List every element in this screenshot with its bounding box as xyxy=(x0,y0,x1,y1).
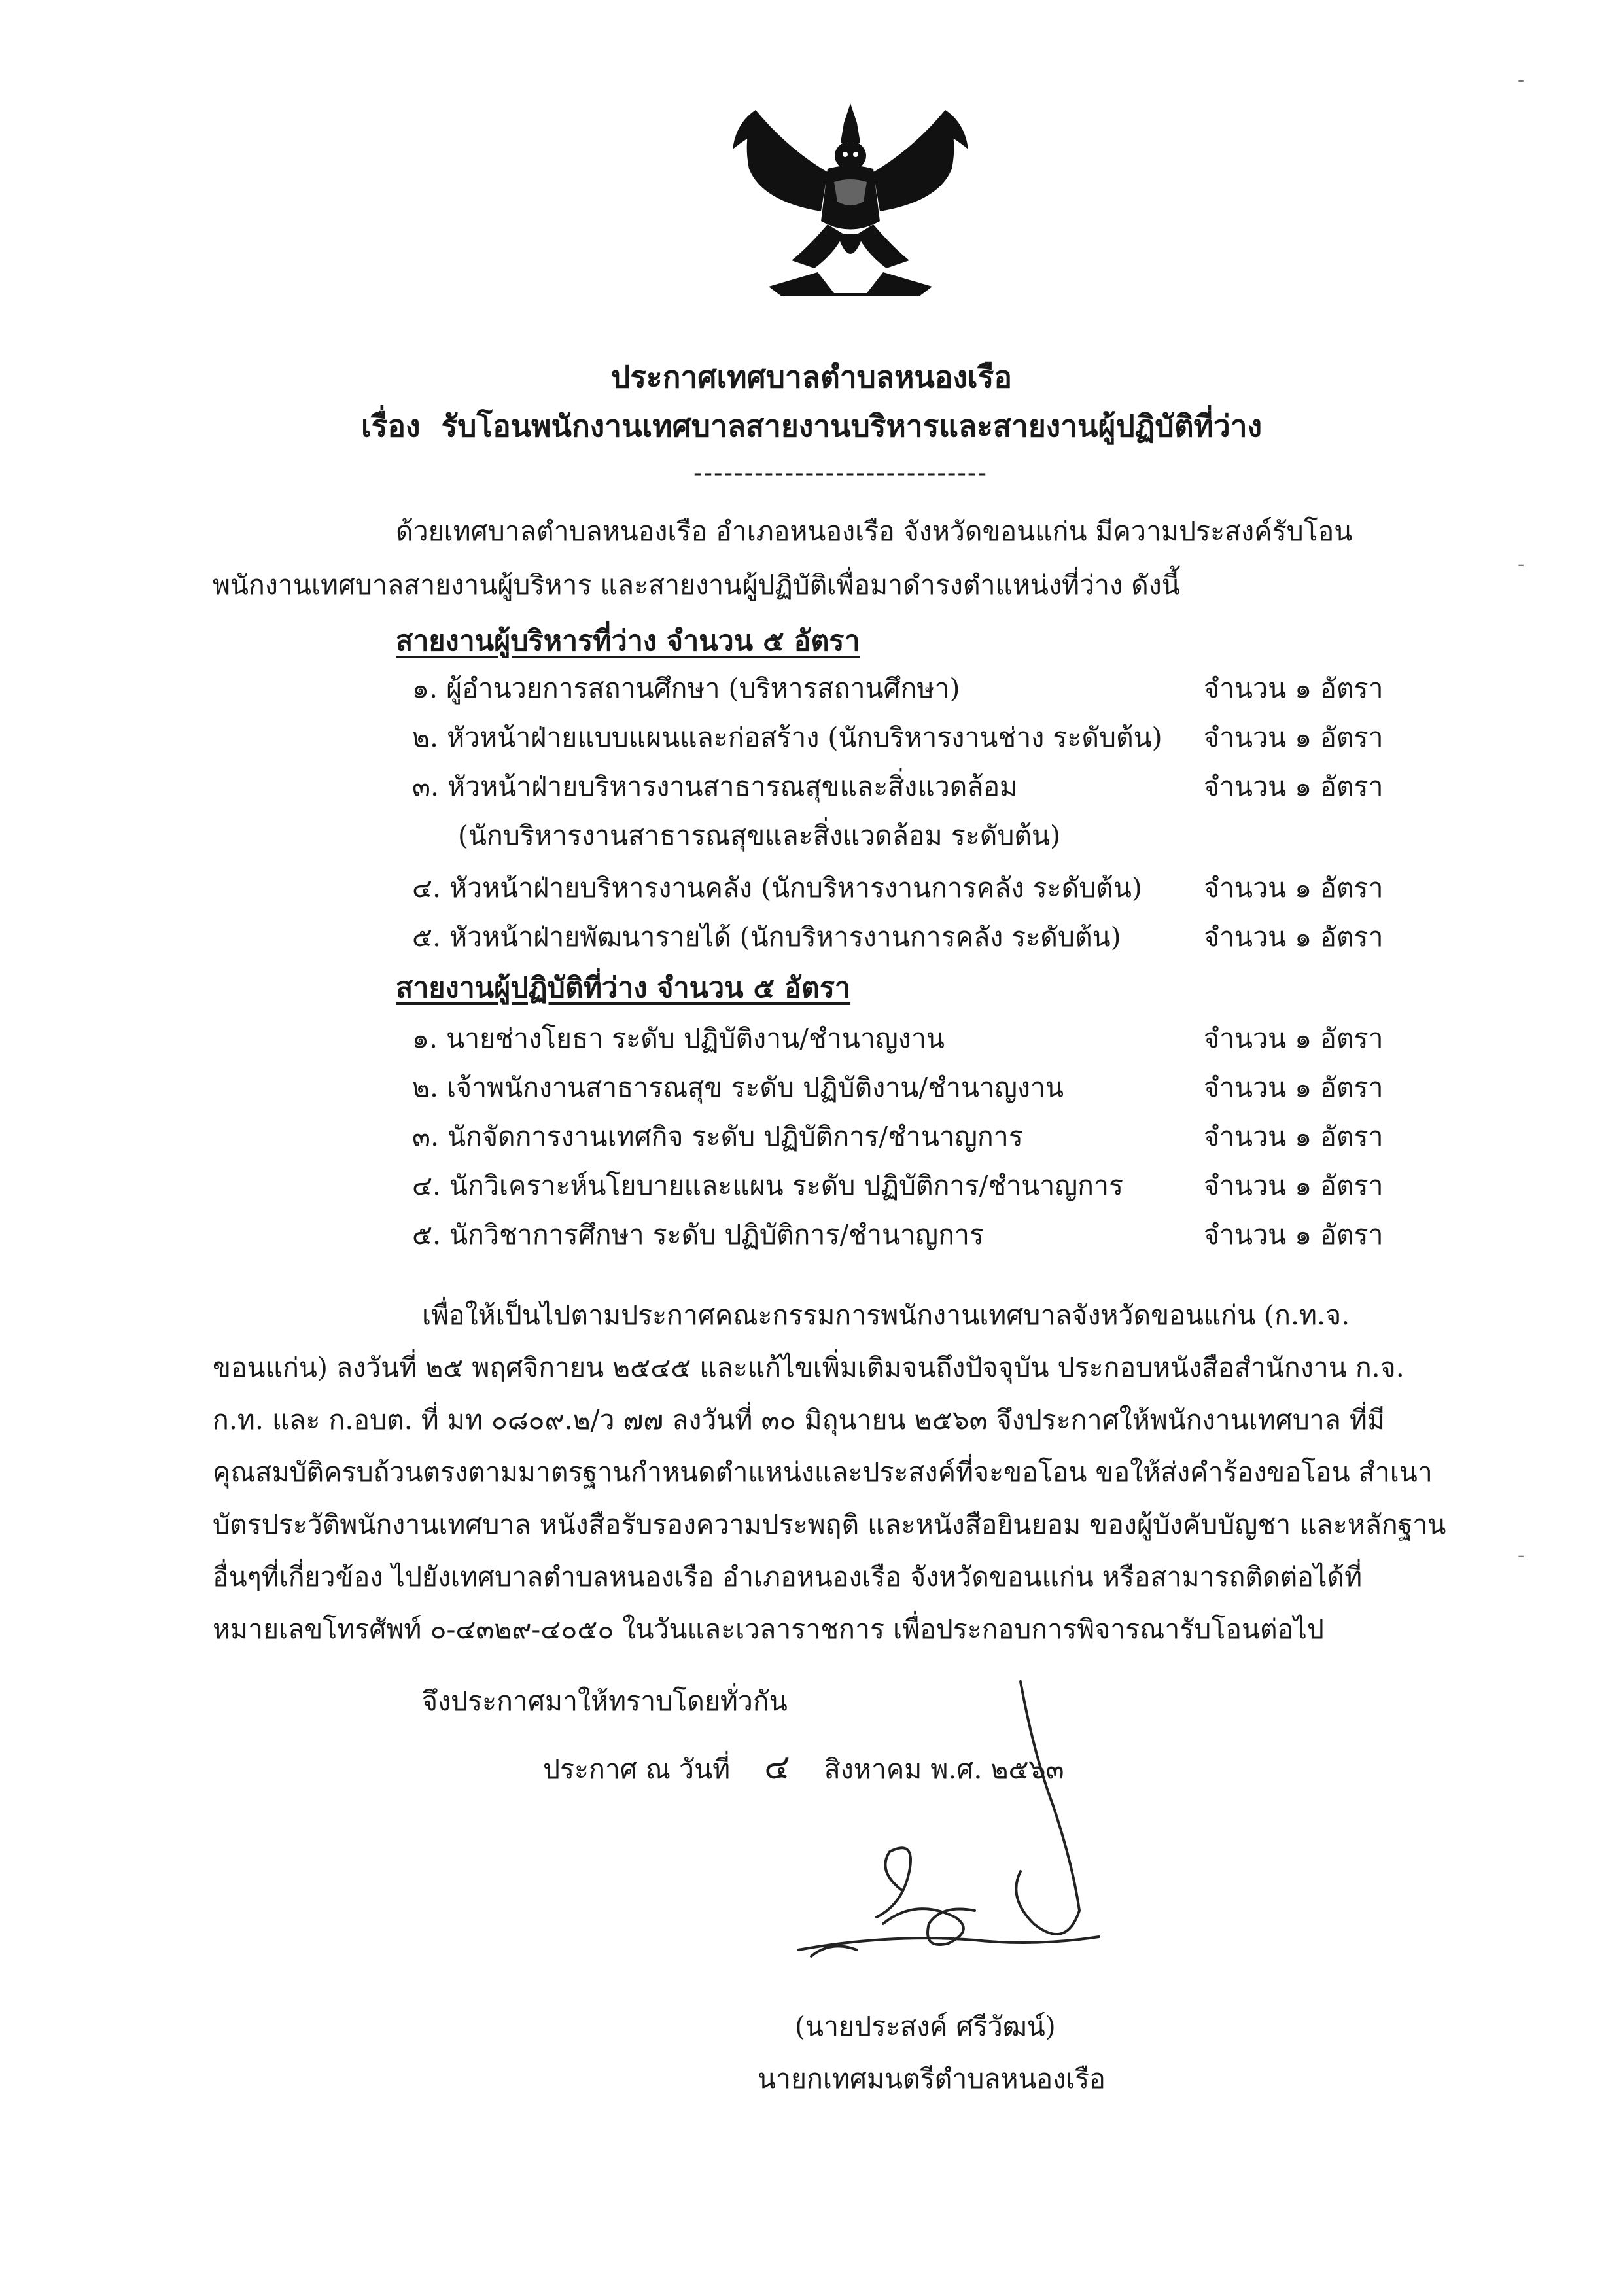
paragraph-line-3: ก.ท. และ ก.อบต. ที่ มท ๐๘๐๙.๒/ว ๗๗ ลงวันที่ ๓๐ มิถุนายน ๒๕๖๓ จึงประกาศให้พนักงานเทศบาล ที่มี xyxy=(213,1404,1385,1436)
intro-line-1: ด้วยเทศบาลตำบลหนองเรือ อำเภอหนองเรือ จังหวัดขอนแก่น มีความประสงค์รับโอน xyxy=(396,516,1353,547)
scan-mark: - xyxy=(1518,69,1525,92)
executive-item-4: ๔. หัวหน้าฝ่ายบริหารงานคลัง (นักบริหารงานการคลัง ระดับต้น) xyxy=(412,872,1142,904)
garuda-emblem xyxy=(729,97,971,313)
operational-item-5-qty: จำนวน ๑ อัตรา xyxy=(1204,1219,1384,1250)
operational-item-4: ๔. นักวิเคราะห์นโยบายและแผน ระดับ ปฏิบัติการ/ชำนาญการ xyxy=(412,1170,1124,1201)
operational-item-3: ๓. นักจัดการงานเทศกิจ ระดับ ปฏิบัติการ/ชำนาญการ xyxy=(412,1121,1023,1152)
executive-item-5-qty: จำนวน ๑ อัตรา xyxy=(1204,921,1384,953)
paragraph-line-2: ขอนแก่น) ลงวันที่ ๒๕ พฤศจิกายน ๒๕๔๕ และแก้ไขเพิ่มเติมจนถึงปัจจุบัน ประกอบหนังสือสำนักงาน ก.จ. xyxy=(213,1352,1405,1383)
paragraph-line-7: หมายเลขโทรศัพท์ ๐-๔๓๒๙-๔๐๕๐ ในวันและเวลาราชการ เพื่อประกอบการพิจารณารับโอนต่อไป xyxy=(213,1614,1324,1645)
executive-item-3: ๓. หัวหน้าฝ่ายบริหารงานสาธารณสุขและสิ่งแวดล้อม xyxy=(412,771,1018,802)
executive-item-4-qty: จำนวน ๑ อัตรา xyxy=(1204,872,1384,904)
executive-item-3-cont: (นักบริหารงานสาธารณสุขและสิ่งแวดล้อม ระดับต้น) xyxy=(458,820,1061,851)
executive-heading: สายงานผู้บริหารที่ว่าง จำนวน ๕ อัตรา xyxy=(396,625,860,658)
scan-mark: - xyxy=(1518,1544,1525,1567)
operational-item-2: ๒. เจ้าพนักงานสาธารณสุข ระดับ ปฏิบัติงาน/ชำนาญงาน xyxy=(412,1072,1064,1103)
operational-item-5: ๕. นักวิชาการศึกษา ระดับ ปฏิบัติการ/ชำนาญการ xyxy=(412,1219,984,1250)
operational-item-1: ๑. นายช่างโยธา ระดับ ปฏิบัติงาน/ชำนาญงาน xyxy=(412,1023,945,1054)
paragraph-line-1: เพื่อให้เป็นไปตามประกาศคณะกรรมการพนักงานเทศบาลจังหวัดขอนแก่น (ก.ท.จ. xyxy=(422,1299,1350,1331)
subject-text: รับโอนพนักงานเทศบาลสายงานบริหารและสายงานผู้ปฏิบัติที่ว่าง xyxy=(441,408,1263,444)
date-suffix: สิงหาคม พ.ศ. ๒๕๖๓ xyxy=(824,1754,1064,1785)
paragraph-line-5: บัตรประวัติพนักงานเทศบาล หนังสือรับรองความประพฤติ และหนังสือยินยอม ของผู้บังคับบัญชา และหลักฐาน xyxy=(213,1509,1446,1540)
operational-heading: สายงานผู้ปฏิบัติที่ว่าง จำนวน ๕ อัตรา xyxy=(396,972,851,1004)
scan-mark: - xyxy=(1518,553,1525,576)
title-divider: ----------------------------- xyxy=(693,458,988,488)
paragraph-line-4: คุณสมบัติครบถ้วนตรงตามมาตรฐานกำหนดตำแหน่งและประสงค์ที่จะขอโอน ขอให้ส่งคำร้องขอโอน สำเนา xyxy=(213,1457,1433,1488)
announcement-subject xyxy=(0,402,1623,450)
operational-item-4-qty: จำนวน ๑ อัตรา xyxy=(1204,1170,1384,1201)
executive-item-3-qty: จำนวน ๑ อัตรา xyxy=(1204,771,1384,802)
closing-announce: จึงประกาศมาให้ทราบโดยทั่วกัน xyxy=(422,1686,788,1717)
date-prefix: ประกาศ ณ วันที่ xyxy=(543,1754,731,1785)
operational-item-2-qty: จำนวน ๑ อัตรา xyxy=(1204,1072,1384,1103)
subject-label: เรื่อง xyxy=(360,408,421,444)
date-day: ๔ xyxy=(764,1748,790,1787)
paragraph-line-6: อื่นๆที่เกี่ยวข้อง ไปยังเทศบาลตำบลหนองเรือ อำเภอหนองเรือ จังหวัดขอนแก่น หรือสามารถติดต่อได้ที่ xyxy=(213,1561,1363,1593)
executive-item-1: ๑. ผู้อำนวยการสถานศึกษา (บริหารสถานศึกษา) xyxy=(412,673,960,704)
signatory-position: นายกเทศมนตรีตำบลหนองเรือ xyxy=(758,2063,1106,2094)
operational-item-3-qty: จำนวน ๑ อัตรา xyxy=(1204,1121,1384,1152)
handwritten-signature xyxy=(759,1675,1164,2015)
signatory-name: (นายประสงค์ ศรีวัฒน์) xyxy=(795,2011,1056,2042)
executive-item-1-qty: จำนวน ๑ อัตรา xyxy=(1204,673,1384,704)
operational-item-1-qty: จำนวน ๑ อัตรา xyxy=(1204,1023,1384,1054)
announcement-title: ประกาศเทศบาลตำบลหนองเรือ xyxy=(611,359,1012,395)
executive-item-2-qty: จำนวน ๑ อัตรา xyxy=(1204,722,1384,753)
executive-item-5: ๕. หัวหน้าฝ่ายพัฒนารายได้ (นักบริหารงานการคลัง ระดับต้น) xyxy=(412,921,1121,953)
intro-line-2: พนักงานเทศบาลสายงานผู้บริหาร และสายงานผู้ปฏิบัติเพื่อมาดำรงตำแหน่งที่ว่าง ดังนี้ xyxy=(213,569,1180,601)
executive-item-2: ๒. หัวหน้าฝ่ายแบบแผนและก่อสร้าง (นักบริหารงานช่าง ระดับต้น) xyxy=(412,722,1162,753)
